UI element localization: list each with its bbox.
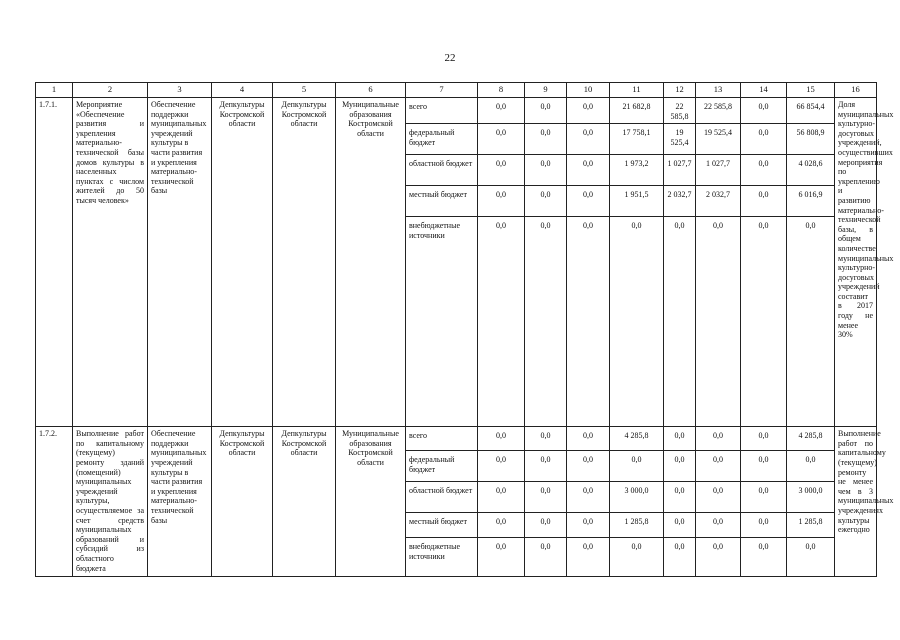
value-cell: 0,0 — [610, 538, 664, 577]
value-cell: 0,0 — [478, 98, 525, 124]
value-cell: 0,0 — [525, 186, 567, 217]
value-cell: 22 585,8 — [664, 98, 696, 124]
participants-cell: Муниципальные образования Костромской области — [336, 427, 406, 577]
value-cell: 19 525,4 — [696, 124, 741, 155]
value-cell: 0,0 — [525, 538, 567, 577]
column-header: 2 — [73, 83, 148, 98]
header-row — [36, 83, 877, 98]
value-cell: 4 285,8 — [610, 427, 664, 451]
column-header: 3 — [148, 83, 212, 98]
value-cell: 0,0 — [478, 155, 525, 186]
value-cell: 0,0 — [696, 482, 741, 513]
value-cell: 2 032,7 — [664, 186, 696, 217]
value-cell: 0,0 — [525, 155, 567, 186]
program-table — [35, 82, 894, 577]
value-cell: 66 854,4 — [787, 98, 835, 124]
value-cell: 0,0 — [664, 538, 696, 577]
coexecutor-cell: Депкультуры Костромской области — [273, 98, 336, 427]
value-cell: 0,0 — [741, 427, 787, 451]
value-cell: 0,0 — [478, 482, 525, 513]
source-name: областной бюджет — [406, 155, 478, 186]
coexecutor-cell: Депкультуры Костромской области — [273, 427, 336, 577]
value-cell: 0,0 — [478, 186, 525, 217]
value-cell: 2 032,7 — [696, 186, 741, 217]
source-name: федеральный бюджет — [406, 451, 478, 482]
table-row — [36, 427, 877, 451]
table-row — [36, 98, 877, 124]
value-cell: 0,0 — [741, 513, 787, 538]
value-cell: 17 758,1 — [610, 124, 664, 155]
row-code: 1.7.1. — [36, 98, 73, 427]
column-header: 12 — [664, 83, 696, 98]
value-cell: 0,0 — [567, 217, 610, 427]
column-header: 6 — [336, 83, 406, 98]
value-cell: 1 973,2 — [610, 155, 664, 186]
value-cell: 0,0 — [478, 451, 525, 482]
indicator-cell: Доля муниципальных культурно-досуговых учреждений, осуществивших мероприятия по укреплению и развитию материально-технической базы, в общем количестве муниципальных культурно-досуговых учреждений составит в 2017 году не менее 30% — [835, 98, 877, 427]
source-name: местный бюджет — [406, 186, 478, 217]
column-header: 4 — [212, 83, 273, 98]
value-cell: 6 016,9 — [787, 186, 835, 217]
value-cell: 56 808,9 — [787, 124, 835, 155]
value-cell: 0,0 — [741, 538, 787, 577]
source-name: внебюджетные источники — [406, 217, 478, 427]
value-cell: 0,0 — [525, 513, 567, 538]
value-cell: 1 285,8 — [787, 513, 835, 538]
column-header: 10 — [567, 83, 610, 98]
value-cell: 0,0 — [478, 124, 525, 155]
goal-cell: Обеспечение поддержки муниципальных учреждений культуры в части развития и укрепления материально-технической базы — [148, 427, 212, 577]
value-cell: 22 585,8 — [696, 98, 741, 124]
activity-cell: Выполнение работ по капитальному (текущему) ремонту зданий (помещений) муниципальных учреждений культуры, осуществляемое за счет средств муниципальных образований и субсидий из областного бюджета — [73, 427, 148, 577]
source-name: местный бюджет — [406, 513, 478, 538]
value-cell: 0,0 — [610, 217, 664, 427]
value-cell: 0,0 — [664, 513, 696, 538]
value-cell: 0,0 — [478, 513, 525, 538]
value-cell: 0,0 — [787, 538, 835, 577]
value-cell: 0,0 — [696, 451, 741, 482]
value-cell: 0,0 — [567, 427, 610, 451]
column-header: 8 — [478, 83, 525, 98]
value-cell: 0,0 — [696, 513, 741, 538]
value-cell: 4 285,8 — [787, 427, 835, 451]
goal-cell: Обеспечение поддержки муниципальных учреждений культуры в части развития и укрепления материально-технической базы — [148, 98, 212, 427]
column-header: 7 — [406, 83, 478, 98]
value-cell: 21 682,8 — [610, 98, 664, 124]
executor-cell: Депкультуры Костромской области — [212, 98, 273, 427]
executor-cell: Депкультуры Костромской области — [212, 427, 273, 577]
value-cell: 1 027,7 — [696, 155, 741, 186]
value-cell: 0,0 — [696, 217, 741, 427]
value-cell: 0,0 — [741, 186, 787, 217]
value-cell: 0,0 — [741, 124, 787, 155]
value-cell: 0,0 — [525, 427, 567, 451]
value-cell: 0,0 — [567, 538, 610, 577]
value-cell: 3 000,0 — [787, 482, 835, 513]
page-number: 22 — [444, 52, 456, 64]
value-cell: 1 027,7 — [664, 155, 696, 186]
value-cell: 4 028,6 — [787, 155, 835, 186]
value-cell: 0,0 — [664, 217, 696, 427]
value-cell: 0,0 — [696, 538, 741, 577]
value-cell: 0,0 — [567, 186, 610, 217]
value-cell: 1 951,5 — [610, 186, 664, 217]
value-cell: 0,0 — [525, 482, 567, 513]
indicator-cell: Выполнение работ по капитальному (текущему) ремонту не менее чем в 3 муниципальных учреждениях культуры ежегодно — [835, 427, 877, 577]
value-cell: 0,0 — [787, 217, 835, 427]
value-cell: 0,0 — [525, 451, 567, 482]
value-cell: 0,0 — [741, 482, 787, 513]
value-cell: 0,0 — [567, 482, 610, 513]
value-cell: 0,0 — [478, 427, 525, 451]
value-cell: 0,0 — [741, 98, 787, 124]
value-cell: 0,0 — [525, 217, 567, 427]
value-cell: 3 000,0 — [610, 482, 664, 513]
value-cell: 0,0 — [610, 451, 664, 482]
source-name: областной бюджет — [406, 482, 478, 513]
source-name: внебюджетные источники — [406, 538, 478, 577]
source-name: всего — [406, 427, 478, 451]
value-cell: 0,0 — [567, 124, 610, 155]
value-cell: 0,0 — [525, 124, 567, 155]
value-cell: 0,0 — [478, 217, 525, 427]
value-cell: 0,0 — [664, 427, 696, 451]
column-header: 16 — [835, 83, 877, 98]
column-header: 1 — [36, 83, 73, 98]
value-cell: 0,0 — [567, 513, 610, 538]
row-code: 1.7.2. — [36, 427, 73, 577]
column-header: 11 — [610, 83, 664, 98]
activity-cell: Мероприятие «Обеспечение развития и укрепления материально-технической базы домов культуры в населенных пунктах с числом жителей до 50 тысяч человек» — [73, 98, 148, 427]
value-cell: 1 285,8 — [610, 513, 664, 538]
value-cell: 0,0 — [664, 451, 696, 482]
value-cell: 0,0 — [567, 155, 610, 186]
column-header: 15 — [787, 83, 835, 98]
source-name: федеральный бюджет — [406, 124, 478, 155]
participants-cell: Муниципальные образования Костромской области — [336, 98, 406, 427]
value-cell: 0,0 — [741, 217, 787, 427]
source-name: всего — [406, 98, 478, 124]
value-cell: 0,0 — [525, 98, 567, 124]
column-header: 13 — [696, 83, 741, 98]
value-cell: 0,0 — [741, 451, 787, 482]
value-cell: 0,0 — [696, 427, 741, 451]
column-header: 9 — [525, 83, 567, 98]
value-cell: 0,0 — [567, 451, 610, 482]
value-cell: 0,0 — [787, 451, 835, 482]
value-cell: 0,0 — [478, 538, 525, 577]
column-header: 14 — [741, 83, 787, 98]
value-cell: 0,0 — [664, 482, 696, 513]
value-cell: 0,0 — [741, 155, 787, 186]
value-cell: 19 525,4 — [664, 124, 696, 155]
column-header: 5 — [273, 83, 336, 98]
value-cell: 0,0 — [567, 98, 610, 124]
